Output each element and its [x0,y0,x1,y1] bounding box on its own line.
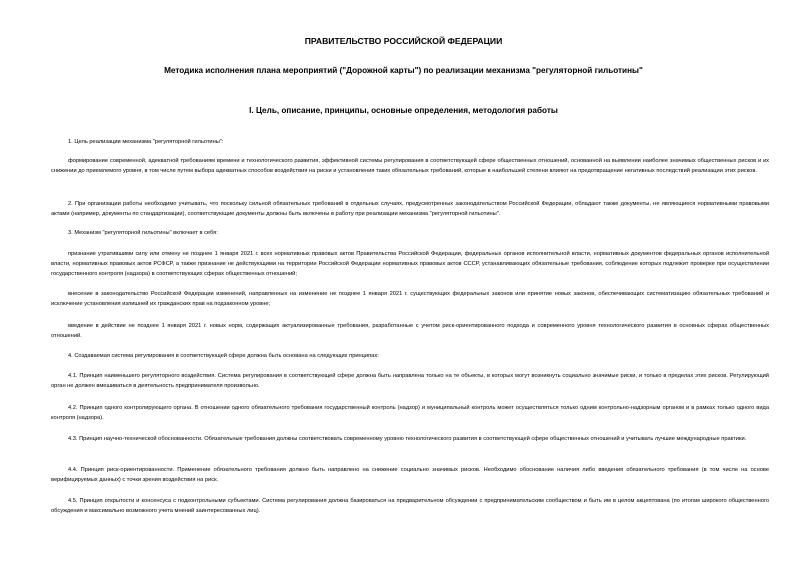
paragraph-1-intro: 1. Цель реализации механизма "регуляторной гильотины": [68,139,224,145]
paragraph-4-3: 4.3. Принцип научно-технической обоснованности. Обязательные требования должны соответствовать современному уровню технологического развития в соответствующей сфере общественных отношений и учитывать лучшие международные практики. [68,436,747,442]
paragraph-4-5: 4.5. Принцип открытости и консенсуса с подконтрольными субъектами. Система регулирования должна базироваться на предварительном обсуждении с предпринимательским сообществом и быть им в целом акцептована (по итогам широкого общественного обсуждения и максимально возможного учета мнений заинтересованных лиц). [51,498,769,514]
paragraph-4-4: 4.4. Принцип риск-ориентированности. Применение обязательного требования должно быть направлено на снижение социально значимых рисков. Необходимо обоснование наличия либо введения обязательного требования (в том числе на основе верифицируемых данных) с точки зрения воздействия на риск. [51,467,769,483]
paragraph-3-intro: 3. Механизм "регуляторной гильотины" включает в себя: [68,230,218,236]
methodology-title: Методика исполнения плана мероприятий ("Дорожной карты") по реализации механизма "регуляторной гильотины" [164,66,643,75]
paragraph-4-2: 4.2. Принцип одного контролирующего органа. В отношении одного обязательного требования государственный контроль (надзор) и муниципальный контроль может осуществляться только одним контрольно-надзорным органом и в рамках только одного вида контроля (надзора). [51,405,769,421]
paragraph-3-item-1: признание утратившими силу или отмену не позднее 1 января 2021 г. всех нормативных правовых актов Правительства Российской Федерации, федеральных органов исполнительной власти, нормативных документов федеральных органов исполнительной власти, нормативных правовых актов РСФСР, а также признание не действующими на территории Российской Федерации нормативных правовых актов СССР, устанавливающих обязательные требования, соблюдение которых подлежит проверке при осуществлении государственного контроля (надзора) в соответствующих сферах общественных отношений; [51,251,769,277]
paragraph-2: 2. При организации работы необходимо учитывать, что поскольку сильной обязательных требований в отдельных случаях, предусмотренных законодательством Российской Федерации, обладают также документы, не являющиеся нормативными правовыми актами (например, документы по стандартизации), соответствующие документы должны быть включены в работу при реализации механизма "регуляторной гильотины". [51,201,769,217]
section-title: I. Цель, описание, принципы, основные определения, методология работы [249,106,558,115]
paragraph-4-1: 4.1. Принцип наименьшего регуляторного воздействия. Система регулирования в соответствующей сфере должна быть направлена только на те объекты, в которых могут возникнуть социально значимые риски, и только в пределах этих рисков. Регулирующий орган не должен вмешиваться в деятельность предпринимателя произвольно. [51,373,769,389]
government-heading: ПРАВИТЕЛЬСТВО РОССИЙСКОЙ ФЕДЕРАЦИИ [304,36,503,46]
paragraph-3-item-2: внесение в законодательство Российской Федерации изменений, направленных на изменение не позднее 1 января 2021 г. существующих федеральных законов или принятие новых законов, обеспечивающих систематизацию обязательных требований и исключение установления излишней их гражданских прав на подзаконном уровне; [51,291,769,307]
paragraph-3-item-3: введение в действие не позднее 1 января 2021 г. новых норм, содержащих актуализированные требования, разработанные с учетом риск-ориентированного подхода и современного уровня технологического развития в основных сферах общественных отношений. [51,323,769,339]
paragraph-1-body: формирование современной, адекватной требованиям времени и технологического развития, эффективной системы регулирования в соответствующей сфере общественных отношений, основанной на выявлении наиболее значимых общественных рисков и их снижении до приемлемого уровня, в том числе путем выбора адекватных способов воздействия на риски и установления таких обязательных требований, которые в наибольшей степени влияют на предотвращение негативных последствий реализации этих рисков. [51,158,769,174]
paragraph-4-intro: 4. Создаваемая система регулирования в соответствующей сфере должна быть основана на следующих принципах: [68,353,379,359]
